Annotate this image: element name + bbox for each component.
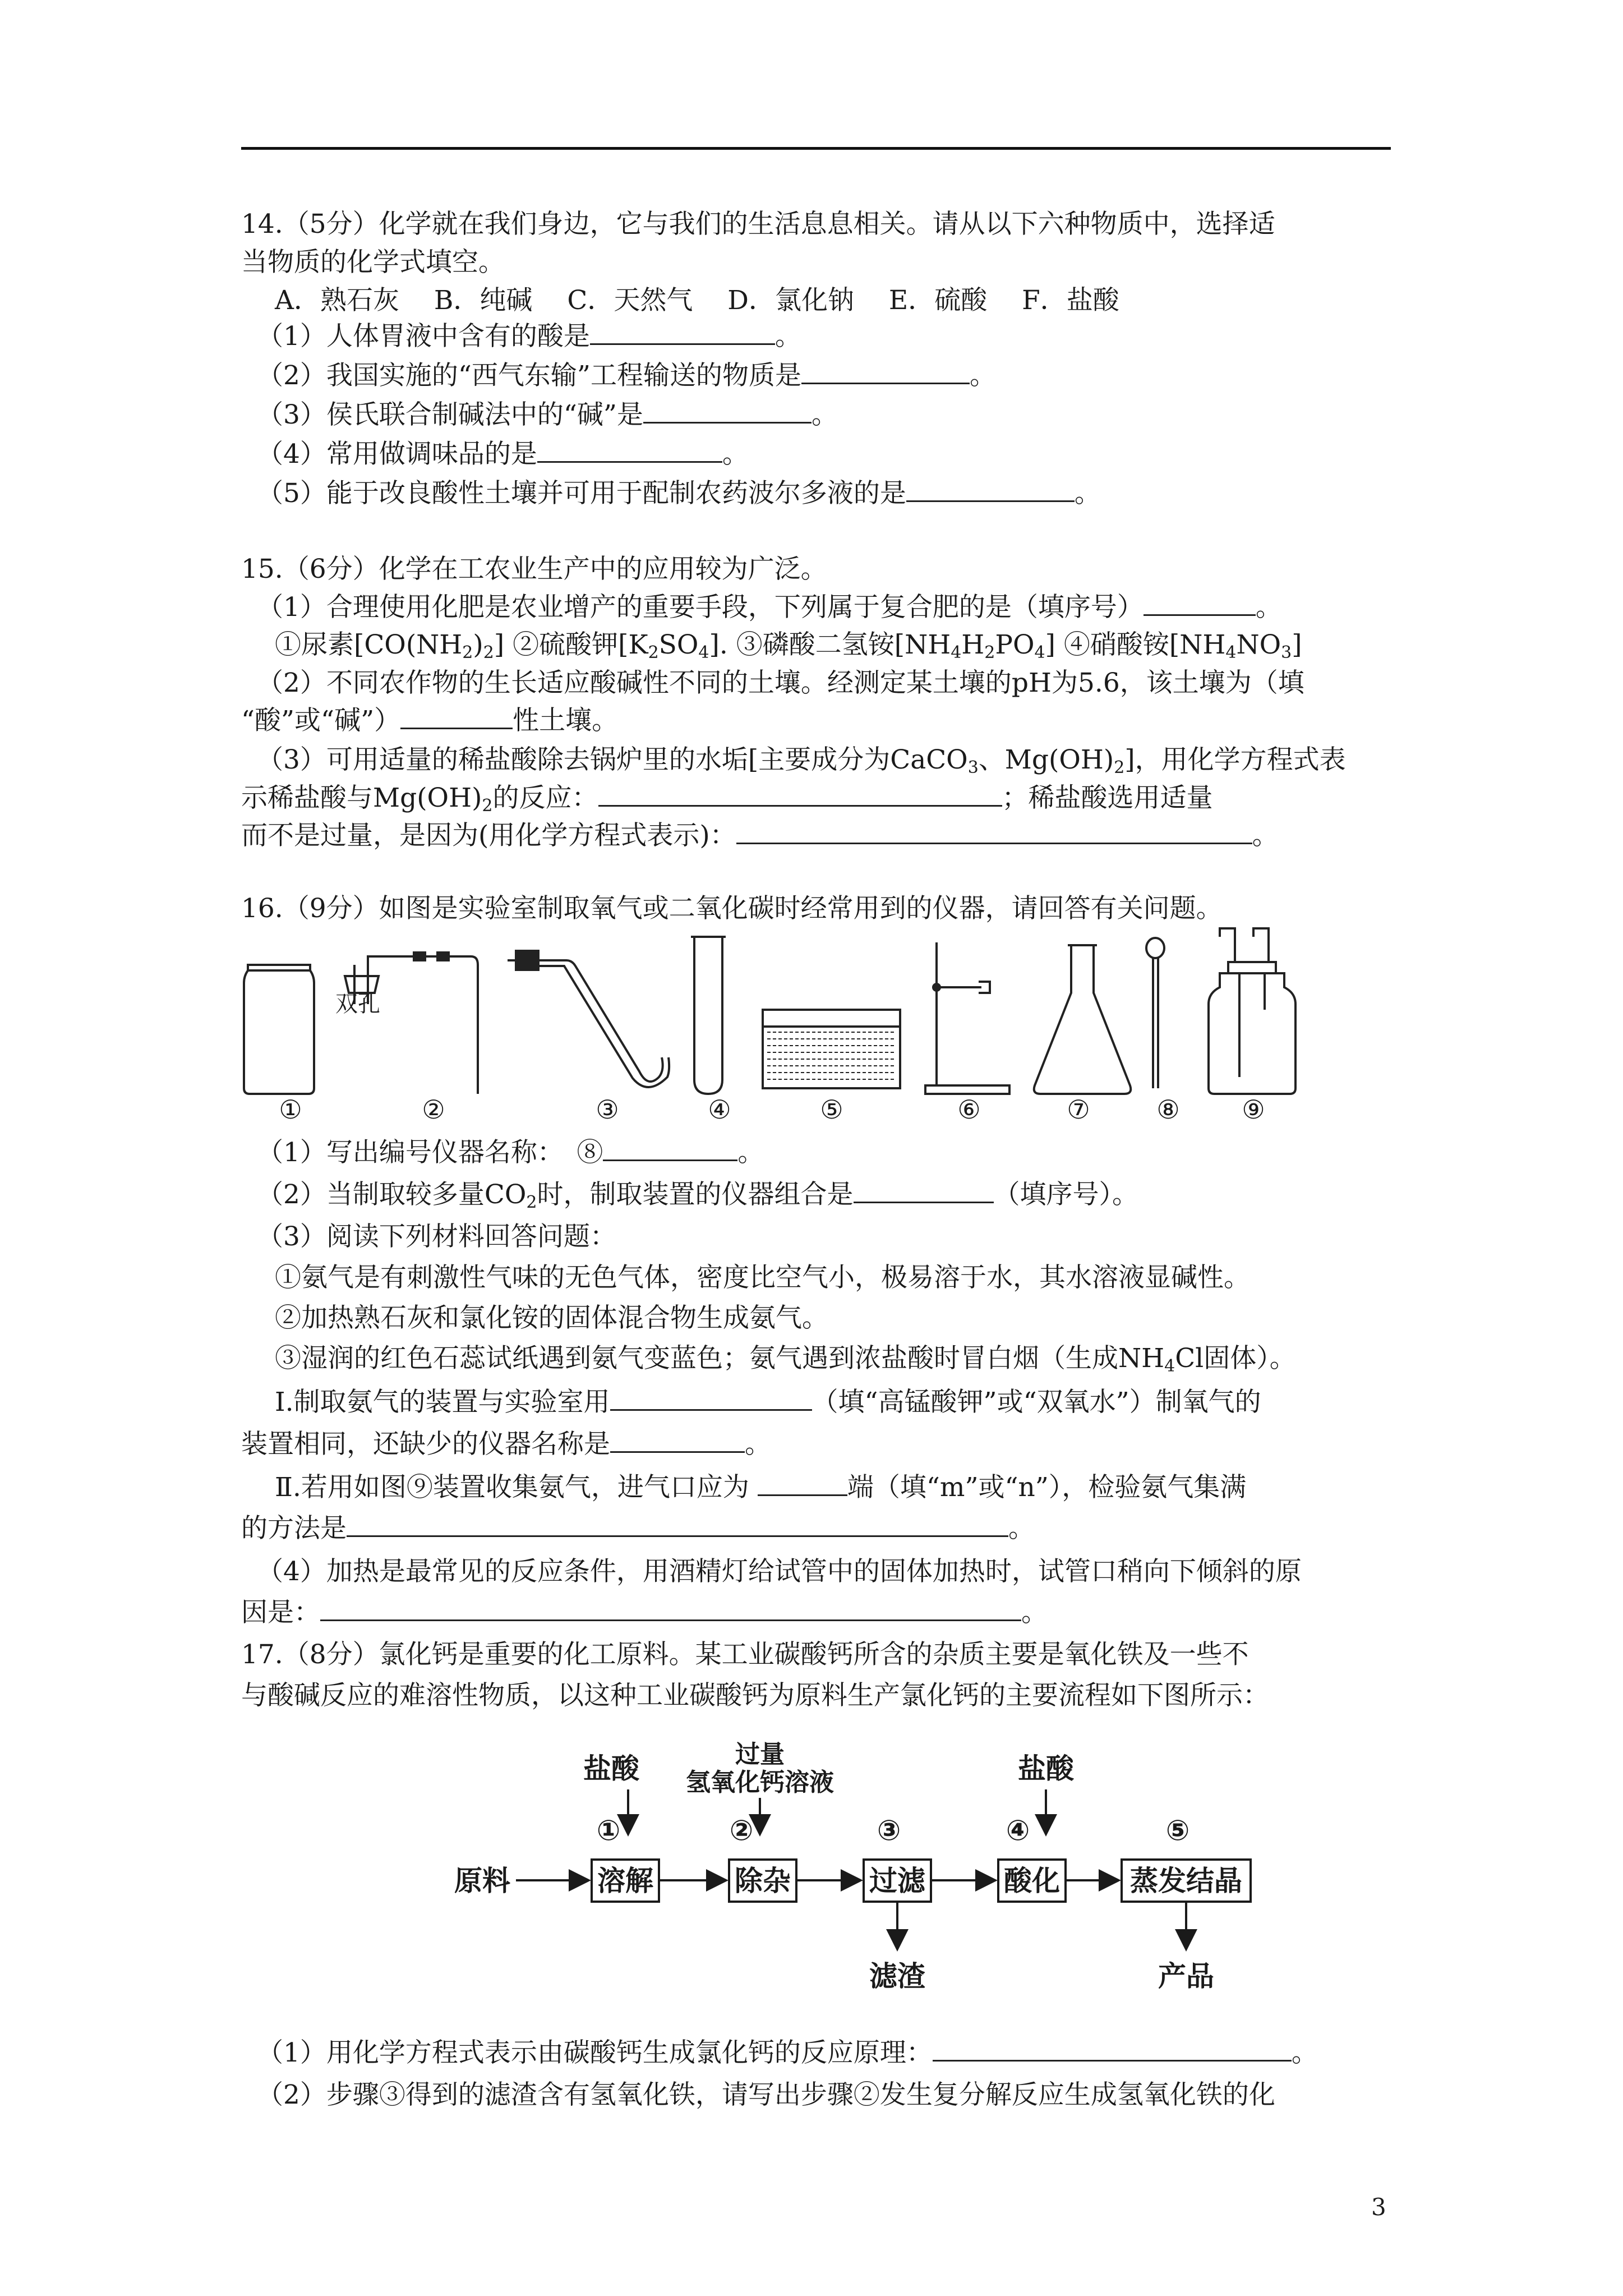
gas-washing-bottle-icon — [1209, 928, 1295, 1094]
answer-blank[interactable] — [610, 1387, 812, 1411]
step-number: ③ — [877, 1814, 901, 1847]
answer-blank[interactable] — [801, 360, 970, 384]
q16-material2: ②加热熟石灰和氯化铵的固体混合物生成氨气。 — [275, 1303, 828, 1333]
q14-stem-line1: 14.（5分）化学就在我们身边，它与我们的生活息息相关。请从以下六种物质中，选择适 — [241, 209, 1275, 240]
q16-part-ii-line1: Ⅱ.若用如图⑨装置收集氨气，进气口应为 端（填“m”或“n”），检验氨气集满 — [275, 1472, 1247, 1503]
step-number: ① — [596, 1814, 621, 1847]
reagent-excess-label: 过量 — [735, 1740, 785, 1769]
answer-blank[interactable] — [854, 1179, 994, 1203]
q16-stem: 16.（9分）如图是实验室制取氧气或二氧化碳时经常用到的仪器，请回答有关问题。 — [241, 893, 1223, 924]
apparatus-number: ⑦ — [1067, 1094, 1090, 1125]
answer-blank[interactable] — [320, 1597, 1021, 1621]
water-trough-icon — [763, 1010, 900, 1088]
step-number: ⑤ — [1165, 1814, 1190, 1847]
q17-sub1: （1）用化学方程式表示由碳酸钙生成氯化钙的反应原理： 。 — [257, 2037, 1318, 2068]
long-neck-funnel-icon — [1146, 938, 1164, 1088]
q15-sub3-line1: （3）可用适量的稀盐酸除去锅炉里的水垢[主要成分为CaCO$_3$、$Mg(OH)_2$]，用化学方程式表 — [257, 744, 1346, 777]
apparatus-number: ⑧ — [1156, 1094, 1180, 1125]
q16-sub1: （1）写出编号仪器名称： ⑧ 。 — [257, 1137, 764, 1168]
q15-fertilizers: ①尿素$[CO(NH_2)_2]$ ②硫酸钾$[K_2SO_4]$. ③磷酸二氢铵$[NH_4H_2PO_4]$ ④硝酸铵$[NH_4NO_3]$ — [275, 629, 1302, 662]
apparatus-number: ① — [279, 1094, 302, 1125]
q15-sub2-line1: （2）不同农作物的生长适应酸碱性不同的土壤。经测定某土壤的pH为5.6，该土壤为（填 — [257, 668, 1304, 698]
q16-sub2: （2）当制取较多量$CO_2$时，制取装置的仪器组合是 （填序号）。 — [257, 1179, 1138, 1212]
step-number: ② — [729, 1814, 754, 1847]
q14-sub5: （5）能于改良酸性土壤并可用于配制农药波尔多液的是 。 — [257, 478, 1101, 509]
q16-part-i-line1: Ⅰ.制取氨气的装置与实验室用 （填“高锰酸钾”或“双氧水”）制氧气的 — [275, 1387, 1261, 1418]
answer-blank[interactable] — [736, 820, 1252, 844]
reagent-caoh2-label: 氢氧化钙溶液 — [686, 1768, 834, 1797]
q17-stem-line2: 与酸碱反应的难溶性物质，以这种工业碳酸钙为原料生产氯化钙的主要流程如下图所示： — [241, 1680, 1269, 1711]
wide-mouth-bottle-icon — [244, 965, 314, 1094]
apparatus-number: ⑨ — [1242, 1094, 1265, 1125]
q16-part-ii-line2: 的方法是 。 — [241, 1513, 1035, 1544]
q16-material1: ①氨气是有刺激性气味的无色气体，密度比空气小，极易溶于水，其水溶液显碱性。 — [275, 1262, 1250, 1293]
answer-blank[interactable] — [598, 783, 1002, 807]
reagent-hcl-label: 盐酸 — [583, 1752, 639, 1785]
q14-stem-line2: 当物质的化学式填空。 — [241, 247, 505, 278]
q14-options: A．熟石灰 B．纯碱 C．天然气 D．氯化钠 E．硫酸 F．盐酸 — [275, 285, 1119, 316]
step-number: ④ — [1006, 1814, 1030, 1847]
apparatus-number: ③ — [596, 1094, 619, 1125]
step-label: 除杂 — [735, 1865, 791, 1897]
page-number: 3 — [1371, 2193, 1386, 2221]
answer-blank[interactable] — [906, 478, 1075, 502]
answer-blank[interactable] — [1144, 592, 1256, 616]
step-label: 溶解 — [597, 1865, 653, 1897]
q15-sub3-line2: 示稀盐酸与$Mg(OH)_2$的反应： ；稀盐酸选用适量 — [241, 783, 1213, 816]
test-tube-icon — [691, 937, 726, 1094]
q14-sub4: （4）常用做调味品的是 。 — [257, 439, 749, 470]
step-label: 蒸发结晶 — [1130, 1865, 1242, 1897]
answer-blank[interactable] — [933, 2037, 1292, 2062]
apparatus-number: ⑥ — [957, 1094, 981, 1125]
apparatus-number: ⑤ — [820, 1094, 843, 1125]
q16-part-i-line2: 装置相同，还缺少的仪器名称是 。 — [241, 1429, 771, 1460]
raw-material-label: 原料 — [454, 1865, 510, 1897]
answer-blank[interactable] — [590, 321, 775, 345]
two-hole-stopper-tube-icon — [345, 953, 478, 1094]
q16-sub3: （3）阅读下列材料回答问题： — [257, 1221, 616, 1252]
q16-sub4-line2: 因是： 。 — [241, 1597, 1048, 1628]
q17-stem-line1: 17.（8分）氯化钙是重要的化工原料。某工业碳酸钙所含的杂质主要是氧化铁及一些不 — [241, 1639, 1249, 1670]
two-hole-label: 双孔 — [335, 991, 380, 1017]
q16-sub4-line1: （4）加热是最常见的反应条件，用酒精灯给试管中的固体加热时，试管口稍向下倾斜的原 — [257, 1556, 1302, 1587]
apparatus-number: ② — [422, 1094, 445, 1125]
q17-sub2: （2）步骤③得到的滤渣含有氢氧化铁，请写出步骤②发生复分解反应生成氢氧化铁的化 — [257, 2079, 1275, 2110]
apparatus-number: ④ — [708, 1094, 731, 1125]
reagent-hcl-label: 盐酸 — [1018, 1752, 1074, 1785]
q14-sub3: （3）侯氏联合制碱法中的“碱”是 。 — [257, 399, 838, 430]
answer-blank[interactable] — [537, 439, 722, 463]
q15-stem: 15.（6分）化学在工农业生产中的应用较为广泛。 — [241, 554, 827, 585]
answer-blank[interactable] — [400, 705, 513, 729]
conical-flask-icon — [1034, 945, 1131, 1094]
q14-sub1: （1）人体胃液中含有的酸是 。 — [257, 321, 801, 352]
product-label: 产品 — [1158, 1960, 1214, 1993]
header-rule — [241, 147, 1391, 150]
bent-delivery-tube-icon — [508, 951, 669, 1087]
answer-blank[interactable] — [758, 1472, 847, 1496]
q15-sub2-line2: “酸”或“碱”） 性土壤。 — [241, 705, 619, 736]
answer-blank[interactable] — [347, 1513, 1008, 1537]
answer-blank[interactable] — [603, 1137, 737, 1161]
answer-blank[interactable] — [610, 1429, 745, 1453]
q16-material3: ③湿润的红色石蕊试纸遇到氨气变蓝色；氨气遇到浓盐酸时冒白烟（生成$NH_4Cl$固体）。 — [275, 1343, 1296, 1376]
q14-sub2: （2）我国实施的“西气东输”工程输送的物质是 。 — [257, 360, 996, 391]
step-label: 酸化 — [1004, 1865, 1060, 1897]
process-flowchart — [454, 1733, 1273, 2025]
iron-stand-icon — [925, 942, 1009, 1094]
answer-blank[interactable] — [643, 399, 811, 424]
q15-sub1: （1）合理使用化肥是农业增产的重要手段，下列属于复合肥的是（填序号） 。 — [257, 592, 1282, 623]
step-label: 过滤 — [869, 1865, 925, 1897]
apparatus-figure — [236, 920, 1357, 1111]
q15-sub3-line3: 而不是过量，是因为(用化学方程式表示)： 。 — [241, 820, 1279, 851]
residue-label: 滤渣 — [869, 1960, 925, 1993]
